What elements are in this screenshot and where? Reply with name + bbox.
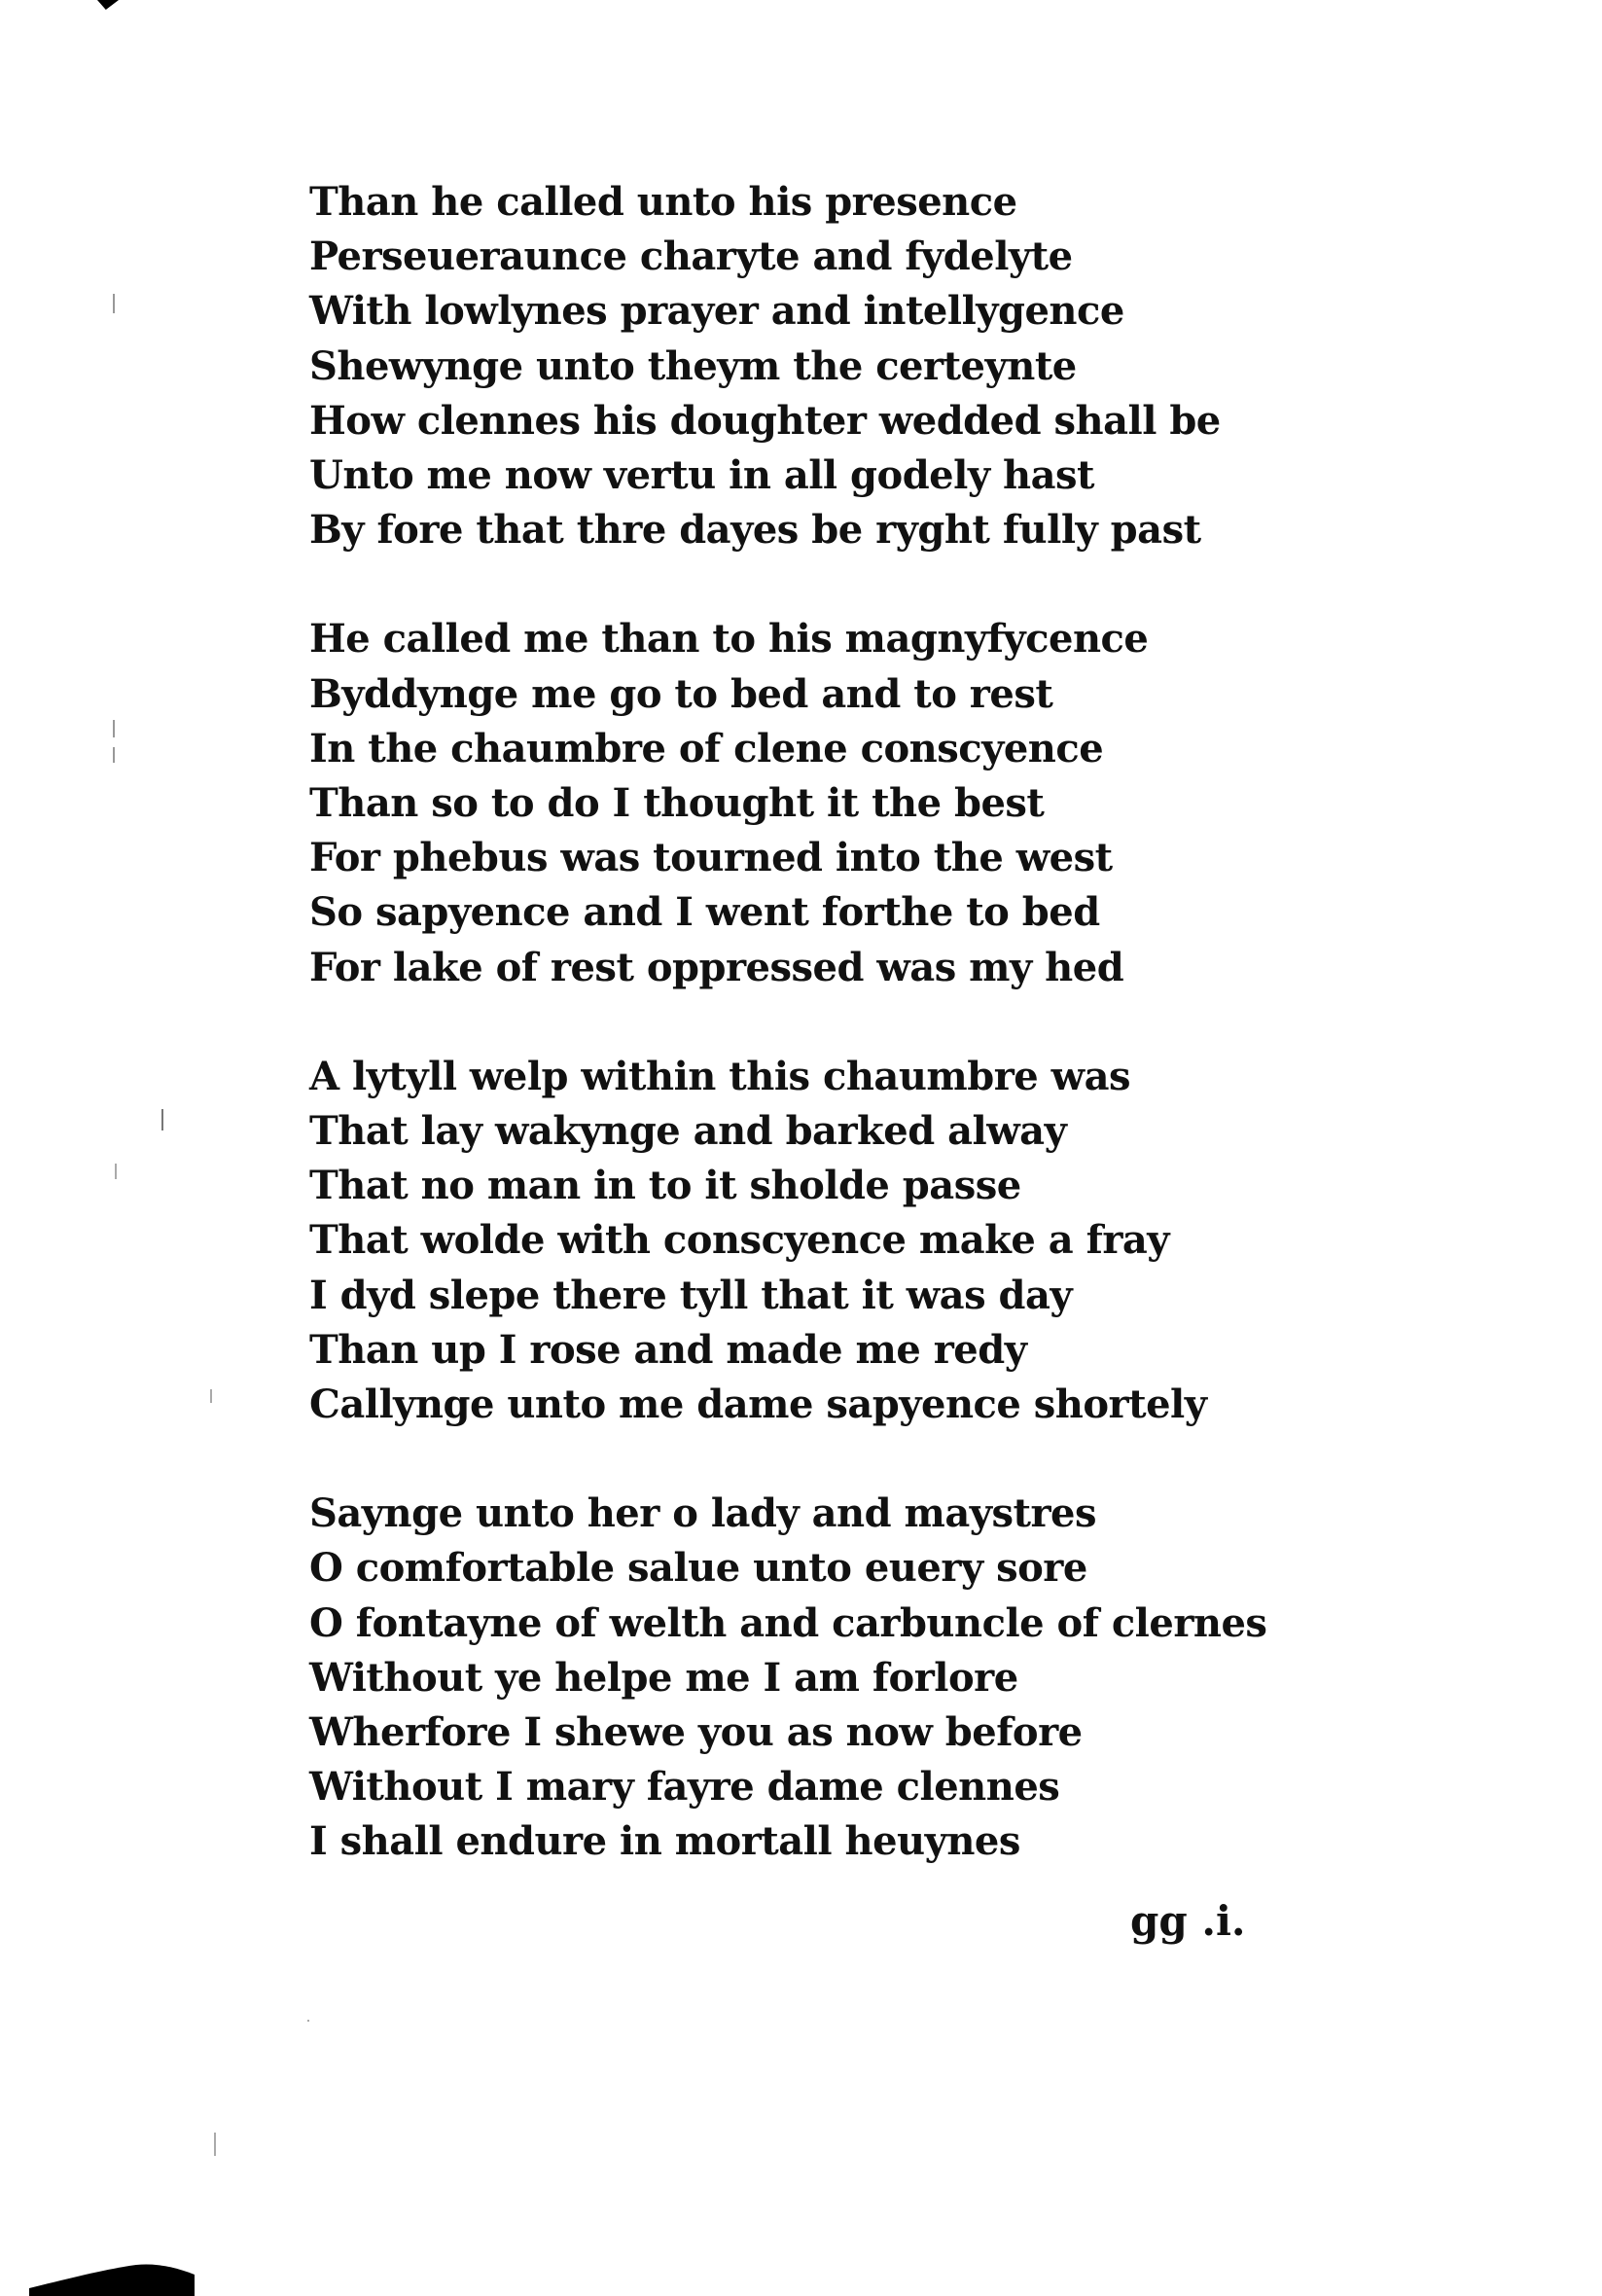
verse-line: How clennes his doughter wedded shall be xyxy=(309,397,1221,444)
verse-line: Unto me now vertu in all godely hast xyxy=(309,452,1094,499)
verse-line: O fontayne of welth and carbuncle of clernes xyxy=(309,1599,1267,1646)
verse-line: Shewynge unto theym the certeynte xyxy=(309,342,1077,389)
verse-line: Wherfore I shewe you as now before xyxy=(309,1709,1083,1756)
verse-line: O comfortable salue unto euery sore xyxy=(309,1545,1087,1592)
stanza-3 xyxy=(309,1050,1321,1432)
verse-line: That wolde with conscyence make a fray xyxy=(309,1217,1170,1264)
scan-speck xyxy=(161,1109,163,1130)
verse-line: With lowlynes prayer and intellygence xyxy=(309,288,1124,335)
verse-line: That lay wakynge and barked alway xyxy=(309,1108,1067,1155)
verse-line: Than so to do I thought it the best xyxy=(309,780,1045,827)
poem-text xyxy=(309,175,1321,1870)
verse-line: I shall endure in mortall heuynes xyxy=(309,1818,1020,1865)
verse-line: Without ye helpe me I am forlore xyxy=(309,1654,1018,1701)
verse-line: He called me than to his magnyfycence xyxy=(309,616,1149,663)
scan-speck xyxy=(113,720,115,737)
stanza-4 xyxy=(309,1487,1321,1869)
scan-speck xyxy=(210,1389,212,1403)
scan-speck xyxy=(113,747,115,763)
verse-line: That no man in to it sholde passe xyxy=(309,1163,1021,1209)
stanza-1 xyxy=(309,175,1321,557)
page-curl-shadow xyxy=(29,2255,195,2296)
scan-speck xyxy=(307,2020,309,2022)
verse-line: Byddynge me go to bed and to rest xyxy=(309,670,1053,717)
verse-line: For phebus was tourned into the west xyxy=(309,835,1113,881)
signature-mark: gg .i. xyxy=(1130,1897,1246,1945)
verse-line: Than up I rose and made me redy xyxy=(309,1326,1027,1373)
verse-line: For lake of rest oppressed was my hed xyxy=(309,944,1124,990)
verse-line: Than he called unto his presence xyxy=(309,179,1017,225)
verse-line: Perseueraunce charyte and fydelyte xyxy=(309,233,1073,280)
stanza-2 xyxy=(309,612,1321,994)
verse-line: Callynge unto me dame sapyence shortely xyxy=(309,1381,1207,1428)
verse-line: Saynge unto her o lady and maystres xyxy=(309,1490,1097,1537)
verse-line: I dyd slepe there tyll that it was day xyxy=(309,1272,1073,1318)
scan-speck xyxy=(214,2133,216,2156)
verse-line: So sapyence and I went forthe to bed xyxy=(309,889,1100,936)
verse-line: A lytyll welp within this chaumbre was xyxy=(309,1053,1131,1099)
scan-speck xyxy=(113,294,115,313)
verse-line: In the chaumbre of clene conscyence xyxy=(309,725,1104,771)
scan-speck xyxy=(115,1164,117,1179)
verse-line: By fore that thre dayes be ryght fully past xyxy=(309,507,1201,554)
verse-line: Without I mary fayre dame clennes xyxy=(309,1764,1060,1811)
page-corner-shadow xyxy=(97,0,119,10)
